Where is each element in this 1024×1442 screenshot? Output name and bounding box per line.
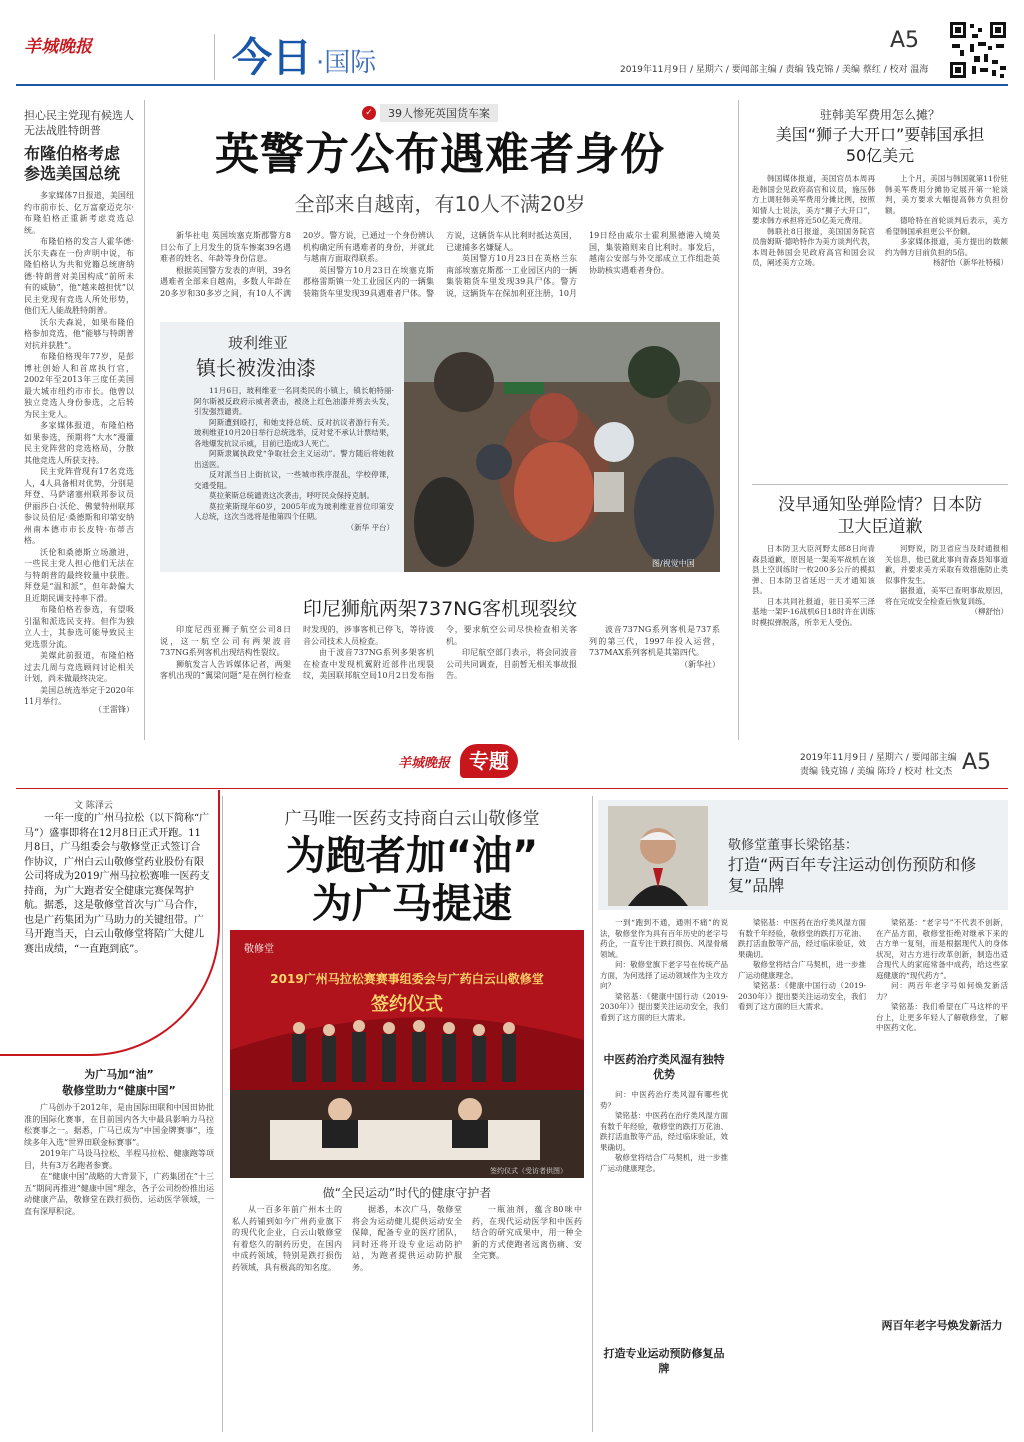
marathon-headline-2: 为广马提速 [312, 881, 512, 927]
banner-subtitle: 签约仪式 [371, 994, 443, 1015]
side-body: 广马创办于2012年，是由国际田联和中国田协批准的国际化赛事，在目前国内各大中最具影响力马拉松赛事之一。据悉，广马已成为“中国金牌赛事”，连续多年入选“世界田联金标赛事”。 2019年广马设马拉松、半程马拉松、健康跑等项目，共有3万名跑者参赛。 在“健康中国”战略的大背景下，广药集团在“十三五”期间再推进“健康中国”理念，各子公司纷纷推出运动健康产品，敬修堂在跌打损伤、运动医学领域，一直有深厚积淀。 [24, 1103, 214, 1216]
lower-logo: 羊城晚报 [398, 756, 451, 771]
marathon-section-title: 做“全民运动”时代的健康守护者 [322, 1186, 492, 1200]
column-divider [592, 796, 593, 1432]
bolivia-photo-credit: 图/视觉中国 [652, 559, 695, 568]
interview-col-a2: 问：中医药治疗类风湿有哪些优势？ 梁铭基：中医药在治疗类风湿方面有数千年经验，敬修堂的跌打万花油、跌打活血散等产品，经过临床验证，效果确切。 敬修堂将结合广马契机，进一步推广运动健康理念。 [600, 1090, 728, 1173]
marathon-lead: 一年一度的广州马拉松（以下简称“广马”）盛事即将在12月8日正式开跑。11月8日，广马组委会与敬修堂正式签订合作协议，广州白云山敬修堂药业股份有限公司将成为2019广州马拉松赛唯一医药支持商，为广大跑者安全健康完赛保驾护航。据悉，这是敬修堂首次与广马合作，也是广药集团为广马助力的关键纽带。广马开跑当天，白云山敬修堂将陪广大健儿赛出成绩，“一直跑到底”。 [24, 813, 210, 955]
section-title-small: ·国际 [316, 48, 377, 78]
interview-sub-3: 两百年老字号焕发新活力 [881, 1319, 1003, 1332]
interview-header [598, 800, 1008, 910]
tag-arrow-icon: ✓ [362, 106, 376, 120]
interview-col-a: 一到“跑到不通，通则不痛”的说法，敬修堂作为具有百年历史的老字号药企，一直专注于跌打损伤、风湿骨痛领域。 问：敬修堂旗下老字号在传统产品方面，为何选择了运动领域作为主攻方向？ 梁铭基：《健康中国行动（2019-2030年）》提出要关注运动安全，我们看到了这方面的巨大需求。 [600, 918, 728, 1022]
interview-col-c: 梁铭基：“老字号”不代表不创新，在产品方面，敬修堂拒绝对继承下来的古方单一复刻，而是根据现代人的身体状况，对古方进行改革创新，制造出适合现代人的家庭常备中成药，给这些家庭健康的“现代药方”。 问：两百年老字号如何焕发新活力？ 梁铭基：我们希望在广马这样的平台上，让更多年轻人了解敬修堂，了解中医药文化。 [876, 918, 1008, 1032]
usa-korea-headline: 美国“狮子大开口”要韩国承担50亿美元 [775, 125, 985, 165]
qr-code-icon [948, 20, 1008, 80]
japan-headline: 没早通知坠弹险情？日本防卫大臣道歉 [778, 495, 982, 537]
section-divider [752, 484, 1008, 485]
marathon-kicker: 广马唯一医药支持商白云山敬修堂 [284, 809, 540, 829]
main-headline: 英警方公布遇难者身份 [215, 129, 665, 180]
column-divider [144, 100, 145, 740]
interview-sub-2: 打造专业运动预防修复品牌 [603, 1347, 725, 1375]
bolivia-photo [404, 322, 720, 572]
brief-body: 多家媒体7日报道，美国纽约市前市长、亿万富豪迈克尔·布隆伯格正重新考虑竞选总统。 布隆伯格的发言人霍华德·沃尔夫森在一份声明中说，布隆伯格认为共和党籍总统唐纳德·特朗普对美国构成“前所未有的威胁”，他“越来越担忧”以民主党现有竞选人所处形势，他们无人能战胜特朗普。 沃尔夫森说，如果布隆伯格参加竞选，他“能够与特朗普对抗并获胜”。 布隆伯格现年77岁，是彭博社创始人和首席执行官，2002年至2013年三度任美国最大城市纽约市市长。他曾以独立竞选人身份参选，之后转为民主党人。 多家媒体报道，布隆伯格如果参选，预期将“大水”漫灌民主党阵营的竞选格局，分散其他竞选人所获支持。 民主党阵营现有17名竞选人，4人具备相对优势，分别是拜登、马萨诸塞州联邦参议员伊丽莎白·沃伦、佛蒙特州联邦参议员伯尼·桑德斯和印第安纳州南本德市市长皮特·布蒂吉格。 沃伦和桑德斯立场激进，一些民主党人担心他们无法在与特朗普的最终较量中获胜。拜登是“温和派”，但年龄偏大且近期民调支持率下滑。 布隆伯格若参选，有望吸引温和派选民支持。但作为独立人士，其参选可能导致民主党选票分流。 美媒此前报道，布隆伯格过去几周与竞选顾问讨论相关计划，尚未做最终决定。 美国总统选举定于2020年11月举行。 [24, 191, 134, 706]
newspaper-logo: 羊城晚报 [24, 37, 92, 57]
marathon-byline: 文 陈泽云 [74, 801, 113, 811]
lower-date-line: 2019年11月9日 / 星期六 / 要闻部主编 [800, 753, 957, 763]
interview-headline-pre: 敬修堂董事长梁铭基： [728, 838, 859, 853]
left-brief [24, 108, 134, 720]
bolivia-box [160, 322, 720, 572]
brief-headline: 布隆伯格考虑参选美国总统 [24, 144, 121, 183]
lower-editors: 责编 钱克锦 / 美编 陈玲 / 校对 杜文杰 [800, 767, 953, 777]
usa-korea-kicker: 驻韩美军费用怎么摊？ [819, 108, 940, 122]
main-story-tag [362, 104, 498, 122]
japan-body: 日本防卫大臣河野太郎8日向青森县道歉，原因是一架美军战机在该县上空训练时一枚200多公斤的模拟弹、日本防卫省延迟一天才通知该县。 日本共同社报道，驻日美军三泽基地一架F-16战机6日18时许在训练时模拟弹脱落，所幸无人受伤。 河野说，防卫省应当及时通报相关信息，他已就此事向青森县知事道歉，并要求美方采取有效措施防止类似事件发生。 据报道，美军已查明事故原因，将在完成安全检查后恢复训练。 （柳舒怡） [752, 544, 1008, 627]
lower-section-badge: 专题 [460, 744, 518, 778]
lower-header [0, 740, 1024, 792]
usa-korea-body: 韩国媒体报道，美国官员本周再赴韩国会见政府高官和议员，施压韩方上调驻韩美军费用分摊比例，按照知情人士说法，美方“狮子大开口”，要求韩方承担将近50亿美元费用。 韩联社8日报道，美国国务院官员詹姆斯·德哈特作为美方谈判代表，本周赴韩国会见政府高官和国会议员，阐述美方立场。 上个月，美国与韩国就第11份驻韩美军费用分摊协定展开第一轮谈判，美方要求大幅提高韩方负担份额。 德哈特在首轮谈判后表示，美方希望韩国承担更公平份额。 多家媒体报道，美方提出的数额约为韩方目前负担的5倍。 杨舒怡（新华社特稿） [752, 174, 1008, 267]
top-header [0, 0, 1024, 84]
section-title-big: 今日 [232, 35, 312, 81]
interview-sub-1: 中医药治疗类风湿有独特优势 [603, 1053, 725, 1081]
bolivia-kicker: 玻利维亚 [228, 334, 289, 352]
header-rule [16, 84, 1008, 86]
main-story-body: 新华社电 英国埃塞克斯郡警方8日公布了上月发生的货车惨案39名遇难者的姓名、年龄等身份信息。 根据英国警方发表的声明，39名遇难者全部来自越南，多数人年龄在20多岁和30多岁之间，有10人不满20岁。警方说，已通过一个身份辨认机构确定所有遇难者的身份，并就此与越南方面取得联系。 英国警方10月23日在埃塞克斯郡格雷斯镇一处工业园区内的一辆集装箱货车里发现39具遇难者尸体。警方说，这辆货车从比利时抵达英国，已逮捕多名嫌疑人。 英国警方10月23日在英格兰东南部埃塞克斯郡一工业园区内的一辆集装箱货车里发现39具尸体。警方说，这辆货车在保加利亚注册，10月19日经由威尔士霍利黑德港入境英国，集装箱则来自比利时。事发后，越南公安部与外交部成立工作组赴英协助核实遇难者身份。 [160, 231, 720, 298]
brief-byline: （王雷锋） [94, 705, 134, 714]
side-head-1: 为广马加“油” [84, 1068, 154, 1081]
column-divider [222, 796, 223, 1432]
main-subhead: 全部来自越南，有10人不满20岁 [294, 192, 586, 216]
indonesia-headline: 印尼狮航两架737NG客机现裂纹 [302, 598, 578, 620]
interview-headline: 打造“两百年专注运动创伤预防和修复”品牌 [728, 855, 977, 895]
side-head-2: 敬修堂助力“健康中国” [62, 1084, 176, 1097]
banner-title: 2019广州马拉松赛赛事组委会与广药白云山敬修堂 [270, 972, 544, 986]
lower-header-rule [16, 788, 1008, 789]
brief-kicker: 担心民主党现有候选人无法战胜特朗普 [24, 109, 134, 137]
date-line: 2019年11月9日 / 星期六 / 要闻部主编 / 责编 钱克锦 / 美编 蔡红 / 校对 温海 [620, 65, 929, 75]
page-number: A5 [890, 28, 920, 53]
signing-photo-caption: 签约仪式（受访者供图） [490, 1167, 567, 1175]
interviewee-photo [608, 806, 708, 906]
bolivia-body: 11月6日，玻利维亚一名同类民的小镇上，镇长帕特丽·阿尔斯被反政府示威者袭击，被浇上红色油漆并剪去头发，引发强烈谴责。 阿斯遭到殴打，和她支持总统、反对抗议者游行有关。玻利维亚10月20日举行总统选举，反对党不承认计票结果，各地爆发抗议示威，目前已造成3人死亡。 阿斯隶属执政党“争取社会主义运动”。警方随后将她救出送医。 反对派当日上街抗议，一些城市秩序混乱，学校停课，交通受阻。 莫拉莱斯总统谴责这次袭击，呼吁民众保持克制。 莫拉莱斯现年60岁，2005年成为玻利维亚首位印第安人总统，这次当选将是他第四个任期。 （新华 平台） [194, 386, 394, 532]
section-title [232, 26, 376, 83]
lower-page-number: A5 [962, 750, 992, 775]
bolivia-headline: 镇长被泼油漆 [196, 356, 316, 380]
column-divider [738, 100, 739, 740]
divider [214, 34, 215, 80]
interview-col-b: 梁铭基：中医药在治疗类风湿方面有数千年经验，敬修堂的跌打万花油、跌打活血散等产品，经过临床验证，效果确切。 敬修堂将结合广马契机，进一步推广运动健康理念。 梁铭基：《健康中国行动（2019-2030年）》提出要关注运动安全，我们看到了这方面的巨大需求。 [738, 918, 866, 1011]
banner-brand: 敬修堂 [244, 944, 274, 955]
signing-photo [230, 930, 584, 1178]
indonesia-body: 印度尼西亚狮子航空公司8日说，这一航空公司有两架波音737NG系列客机出现结构性裂纹。 狮航发言人告诉媒体记者，两架客机出现的“翼梁问题”是在例行检查时发现的，涉事客机已停飞，等待波音公司技术人员检查。 由于波音737NG系列多架客机在检查中发现机翼附近部件出现裂纹，美国联邦航空局10月2日发布指令，要求航空公司尽快检查相关客机。 印尼航空部门表示，将会同波音公司共同调查，目前暂无相关事故报告。 波音737NG系列客机是737系列的第三代，1997年投入运营，737MAX系列客机是其第四代。 （新华社） [160, 625, 720, 680]
center-body: 从一百多年前广州本土的私人药铺到如今广州药业旗下的现代化企业，白云山敬修堂有着悠久的制药历史，在国内中成药领域，特别是跌打损伤药领域，具有极高的知名度。 据悉，本次广马，敬修堂将会为运动健儿提供运动安全保障，配备专业的医疗团队，同时还将开设专业运动防护站，为跑者提供运动防护服务。 一瓶油剂，蕴含80味中药，在现代运动医学和中医药结合的研究成果中，用一种全新的方式使跑者远离伤痛、安全完赛。 [232, 1205, 582, 1272]
tag-label: 39人惨死英国货车案 [380, 104, 498, 122]
marathon-headline-1: 为跑者加“油” [285, 833, 539, 879]
